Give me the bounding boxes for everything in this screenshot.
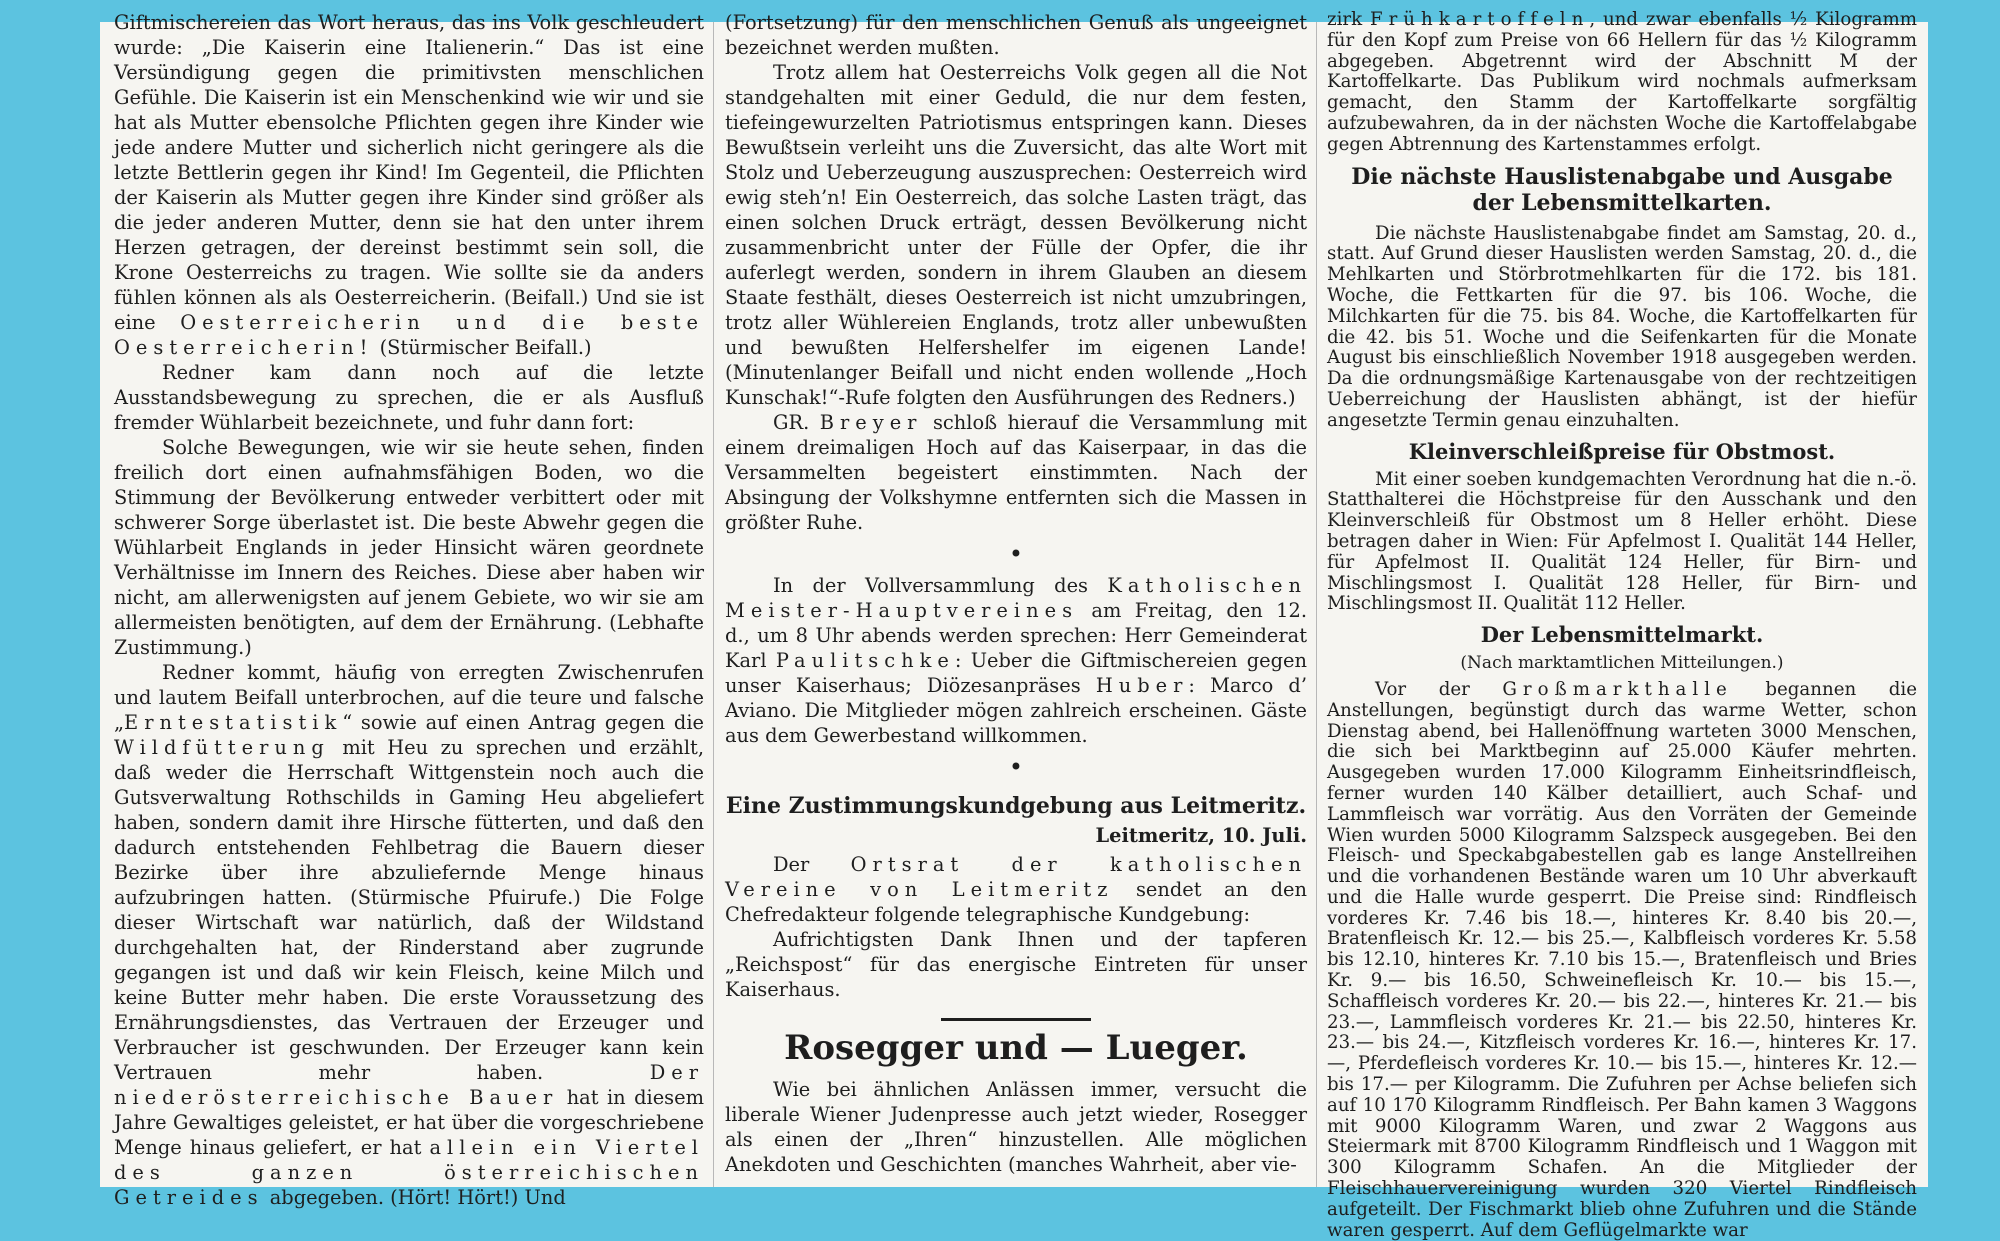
column-middle	[725, 11, 1308, 1187]
headline-rule	[941, 1018, 1091, 1021]
paragraph-obstmost: Mit einer soeben kundgemachten Verordnung hat die n.-ö. Statthalterei die Höchstpreise für den Ausschank und den Kleinverschleiß für Obstmost um 8 Heller erhöht. Diese betragen daher in Wien: Für Apfelmost I. Qualität 144 Heller, für Apfelmost II. Qualität 124 Heller, für Birn- und Mischlingsmost I. Qualität 128 Heller, für Birn- und Mischlingsmost II. Qualität 112 Heller.	[1327, 468, 1917, 615]
paragraph-lebensmittelmarkt: Vor der Großmarkthalle begannen die Anstellungen, begünstigt durch das warme Wetter, schon Dienstag abend, bei Hallenöffnung warteten 3000 Menschen, die sich bei Marktbeginn auf 25.000 Käufer mehrten. Ausgegeben wurden 17.000 Kilogramm Einheitsrindfleisch, ferner wurden 140 Kälber detailliert, auch Schaf- und Lammfleisch war vorrätig. Aus den Vorräten der Gemeinde Wien wurden 5000 Kilogramm Salzspeck ausgegeben. Bei den Fleisch- und Speckabgabestellen gab es lange Anstellreihen und die vorhandenen Bestände waren um 10 Uhr abverkauft und die Halle wurde gesperrt. Die Preise sind: Rindfleisch vorderes Kr. 7.46 bis 18.—, hinteres Kr. 8.40 bis 20.—, Bratenfleisch Kr. 12.— bis 25.—, Kalbfleisch vorderes Kr. 5.58 bis 12.10, hinteres Kr. 7.10 bis 15.—, Bratenfleisch und Bries Kr. 9.— bis 16.50, Schweinefleisch Kr. 10.— bis 15.—, Schaffleisch vorderes Kr. 20.— bis 22.—, hinteres Kr. 21.— bis 23.—, Lammfleisch vorderes Kr. 21.— bis 22.50, hinteres Kr. 23.— bis 24.—, Kitzfleisch vorderes Kr. 16.—, hinteres Kr. 17.—, Pferdefleisch vorderes Kr. 10.— bis 15.—, hinteres Kr. 12.— bis 17.— per Kilogramm. Die Zufuhren per Achse beliefen sich auf 10 170 Kilogramm Rindfleisch. Per Bahn kamen 3 Waggons mit 9000 Kilogramm Waren, und zwar 2 Waggons aus Steiermark mit 8700 Kilogramm Rindfleisch und 1 Waggon mit 300 Kilogramm Schafen. An die Mitglieder der Fleischhauervereinigung wurden 320 Viertel Rindfleisch aufgeteilt. Der Fischmarkt blieb ohne Zufuhren und die Stände waren gesperrt. Auf dem Geflügelmarkte war	[1327, 678, 1917, 1241]
paragraph-kaiserin: Giftmischereien das Wort heraus, das ins Volk geschleudert wurde: „Die Kaiserin eine Italienerin.“ Das ist eine Versündigung gegen die primitivsten menschlichen Gefühle. Die Kaiserin ist ein Menschenkind wie wir und sie hat als Mutter ebensolche Pflichten gegen ihre Kinder wie jede andere Mutter und sicherlich nicht geringere als die letzte Bettlerin gegen ihr Kind! Im Gegenteil, die Pflichten der Kaiserin als Mutter gegen ihre Kinder sind größer als die jeder anderen Mutter, denn sie hat den unter ihrem Herzen getragen, der dereinst bestimmt sein soll, die Krone Oesterreichs zu tragen. Wie sollte sie da anders fühlen können als als Oesterreicherin. (Beifall.) Und sie ist eine Oesterreicherin und die beste Oesterreicherin! (Stürmischer Beifall.)	[114, 11, 704, 359]
headline-lebensmittelmarkt: Der Lebensmittelmarkt.	[1480, 622, 1764, 648]
column-left	[114, 11, 704, 1209]
headline-obstmost: Kleinverschleißpreise für Obstmost.	[1408, 438, 1836, 464]
headline-rosegger: Rosegger und — Lueger.	[784, 1028, 1248, 1068]
paragraph-hauslisten: Die nächste Hauslistenabgabe findet am Samstag, 20. d., statt. Auf Grund dieser Hauslisten werden Samstag, 20. d., die Mehlkarten und Störbrotmehlkarten für die 172. bis 181. Woche, die Fettkarten für die 97. bis 106. Woche, die Milchkarten für die 75. bis 84. Woche, die Kartoffelkarten für die 42. bis 51. Woche und die Seifenkarten für die Monate August bis einschließlich November 1918 ausgegeben werden. Da die ordnungsmäßige Kartenausgabe von der rechtzeitigen Ueberreichung der Hauslisten abhängt, ist der hiefür angesetzte Termin genau einzuhalten.	[1327, 222, 1917, 431]
paragraph-continued: (Fortsetzung) für den menschlichen Genuß als ungeeignet bezeichnet werden mußten.	[725, 11, 1307, 59]
paragraph-bewegungen: Solche Bewegungen, wie wir sie heute sehen, finden freilich dort einen aufnahmsfähigen Boden, wo die Stimmung der Bevölkerung entweder verbittert oder mit schwerer Sorge überlastet ist. Die beste Abwehr gegen die Wühlarbeit Englands in jeder Hinsicht wären geordnete Verhältnisse im Innern des Reiches. Diese aber haben wir nicht, am allerwenigsten auf jenem Gebiete, wo wir sie am allermeisten benötigten, auf dem der Ernährung. (Lebhafte Zustimmung.)	[114, 436, 704, 659]
paragraph-breyer: GR. Breyer schloß hierauf die Versammlung mit einem dreimaligen Hoch auf das Kaiserpaar, in das die Versammelten begeistert einstimmten. Nach der Absingung der Volkshymne entfernten sich die Massen in größter Ruhe.	[725, 411, 1307, 534]
paragraph-meister-verein: In der Vollversammlung des Katholischen Meister-Hauptvereines am Freitag, den 12. d., um 8 Uhr abends werden sprechen: Herr Gemeinderat Karl Paulitschke: Ueber die Giftmischereien gegen unser Kaiserhaus; Diözesanpräses Huber: Marco d’ Aviano. Die Mitglieder mögen zahlreich erscheinen. Gäste aus dem Gewerbestand willkommen.	[725, 574, 1308, 747]
headline-leitmeritz: Eine Zustimmungskundgebung aus Leitmeritz.	[725, 793, 1307, 819]
paragraph-dank: Aufrichtigsten Dank Ihnen und der tapferen „Reichspost“ für das energische Eintreten für unser Kaiserhaus.	[725, 928, 1307, 1001]
paragraph-ausstand: Redner kam dann noch auf die letzte Ausstandsbewegung zu sprechen, die er als Ausfluß fremder Wühlarbeit bezeichnete, und fuhr dann fort:	[114, 361, 704, 434]
paragraph-rosegger: Wie bei ähnlichen Anlässen immer, versucht die liberale Wiener Judenpresse auch jetzt wieder, Rosegger als einen der „Ihren“ hinzustellen. Alle möglichen Anekdoten und Geschichten (manches Wahrheit, aber vie-	[725, 1078, 1307, 1176]
section-separator: •	[1008, 753, 1024, 781]
newspaper-page	[100, 9, 1928, 1241]
paragraph-kartoffeln: zirk Frühkartoffeln, und zwar ebenfalls ½ Kilogramm für den Kopf zum Preise von 66 Hellern für das ½ Kilogramm abgegeben. Abgetrennt wird der Abschnitt M der Kartoffelkarte. Das Publikum wird nochmals aufmerksam gemacht, den Stamm der Kartoffelkarte sorgfältig aufzubewahren, da in der nächsten Woche die Kartoffelabgabe gegen Abtrennung des Kartenstammes erfolgt.	[1327, 9, 1917, 155]
section-separator: •	[1008, 540, 1024, 568]
column-divider	[713, 22, 714, 1187]
column-right	[1327, 9, 1917, 1241]
source-note: (Nach marktamtlichen Mitteilungen.)	[1460, 653, 1784, 674]
headline-hauslisten: Die nächste Hauslistenabgabe und Ausgabe der Lebensmittelkarten.	[1351, 163, 1893, 216]
column-divider	[1316, 22, 1317, 1187]
paragraph-ortsrat: Der Ortsrat der katholischen Vereine von Leitmeritz sendet an den Chefredakteur folgende telegraphische Kundgebung:	[725, 853, 1307, 926]
paragraph-erntestatistik: Redner kommt, häufig von erregten Zwischenrufen und lautem Beifall unterbrochen, auf die teure und falsche „Erntestatistik“ sowie auf einen Antrag gegen die Wildfütterung mit Heu zu sprechen und erzählt, daß weder die Herrschaft Wittgenstein noch auch die Gutsverwaltung Rothschilds in Gaming Heu abgeliefert haben, sondern damit ihre Hirsche fütterten, und daß den dadurch entstehenden Fehlbetrag die Bauern dieser Bezirke über ihre abzuliefernde Menge hinaus aufzubringen hatten. (Stürmische Pfuirufe.) Die Folge dieser Wirtschaft war natürlich, daß der Wildstand durchgehalten hat, der Rinderstand aber zugrunde gegangen ist und daß wir kein Fleisch, keine Milch und keine Butter mehr haben. Die erste Voraussetzung des Ernährungsdienstes, das Vertrauen der Erzeuger und Verbraucher ist geschwunden. Der Erzeuger kann kein Vertrauen mehr haben. Der niederösterreichische Bauer hat in diesem Jahre Gewaltiges geleistet, er hat über die vorgeschriebene Menge hinaus geliefert, er hat allein ein Viertel des ganzen österreichischen Getreides abgegeben. (Hört! Hört!) Und	[114, 661, 704, 1209]
dateline: Leitmeritz, 10. Juli.	[1095, 824, 1307, 847]
paragraph-trotz-allem: Trotz allem hat Oesterreichs Volk gegen all die Not standgehalten mit einer Geduld, die nur dem festen, tiefeingewurzelten Patriotismus entspringen kann. Dieses Bewußtsein verleiht uns die Zuversicht, das alte Wort mit Stolz und Ueberzeugung auszusprechen: Oesterreich wird ewig steh’n! Ein Oesterreich, das solche Lasten trägt, das einen solchen Druck erträgt, dessen Bevölkerung nicht zusammenbricht unter der Fülle der Opfer, die ihr auferlegt werden, sondern in ihrem Glauben an diesem Staate festhält, dieses Oesterreich ist nicht umzubringen, trotz aller Wühlereien Englands, trotz aller unbewußten und bewußten Helfershelfer im eigenen Lande! (Minutenlanger Beifall und nicht enden wollende „Hoch Kunschak!“-Rufe folgten den Ausführungen des Redners.)	[725, 61, 1307, 409]
